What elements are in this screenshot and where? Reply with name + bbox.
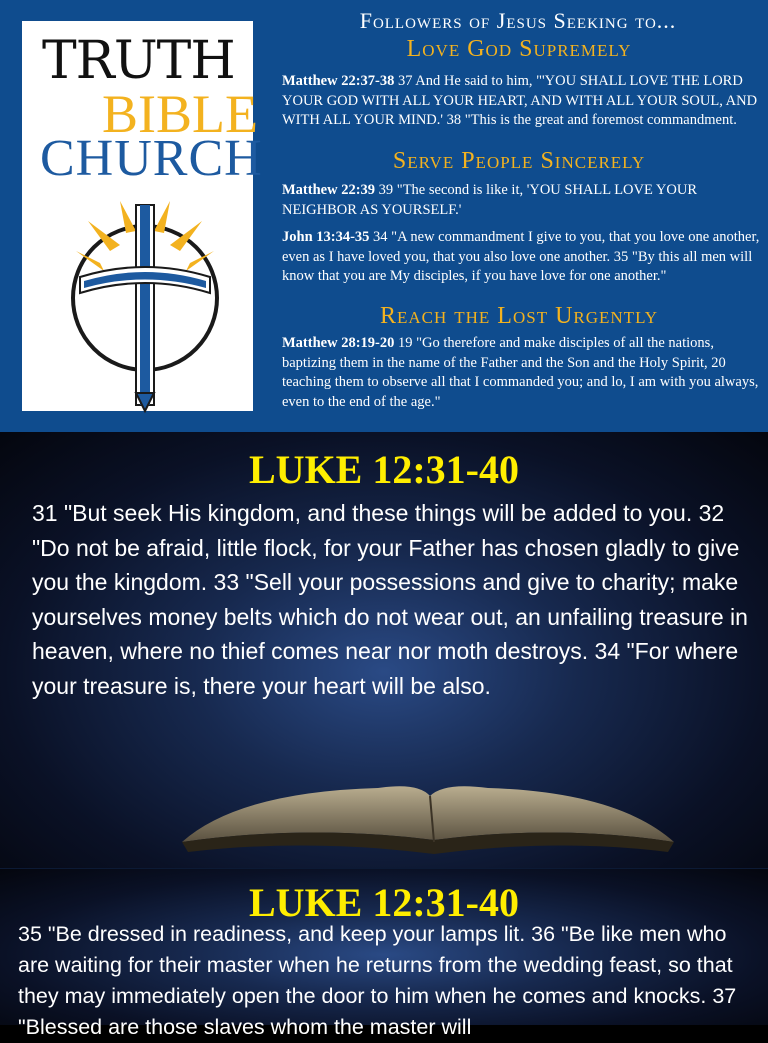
verse-matthew-28-19 [282,334,762,412]
verse-text: 19 "Go therefore and make disciples of all the nations, baptizing them in the name of the Father and the Son and the Holy Spirit, 20 teaching them to observe all that I commanded you; and lo, I am with you always, even to the end of the age." [282,335,759,410]
scripture-text: 31 "But seek His kingdom, and these things will be added to you. 32 "Do not be afraid, little flock, for your Father has chosen gladly to give you the kingdom. 33 "Sell your possessions and give to charity; make yourselves money belts which do not wear out, an unfailing treasure in heaven, where no thief comes near nor moth destroys. 34 "For where your treasure is, there your heart will be also. [32,500,748,699]
logo-church: CHURCH [40,130,263,187]
cross-emblem-icon [70,193,220,413]
panel-title: LUKE 12:31-40 [249,880,519,925]
verse-ref: Matthew 28:19-20 [282,335,395,351]
header-title: Followers of Jesus Seeking to... [359,8,677,33]
verse-ref: Matthew 22:37-38 [282,73,395,89]
scripture-panel-2 [0,868,768,1039]
verse-text: 37 And He said to him, "'YOU SHALL LOVE THE LORD YOUR GOD WITH ALL YOUR HEART, AND WITH ALL YOUR SOUL, AND WITH ALL YOUR MIND.' 38 "This is the great and foremost commandment. [282,73,758,128]
scripture-text: 35 "Be dressed in readiness, and keep your lamps lit. 36 "Be like men who are waiting for their master when he returns from the wedding feast, so that they may immediately open the door to him when he comes and knocks. 37 "Blessed are those slaves whom the master will [18,922,737,1039]
verse-john-13-34 [282,228,762,287]
verse-text: 34 "A new commandment I give to you, that you love one another, even as I have loved you, that you also love one another. 35 "By this all men will know that you are My disciples, if you have love for one another." [282,229,760,284]
verse-text: 39 "The second is like it, 'YOU SHALL LOVE YOUR NEIGHBOR AS YOURSELF.' [282,182,698,218]
logo-bible: BIBLE [102,84,258,144]
section-title-reach-lost: Reach the Lost Urgently [379,303,659,329]
scripture-panel-1 [0,432,768,868]
panel-title: LUKE 12:31-40 [249,447,519,492]
section-title-love-god: Love God Supremely [406,36,632,62]
verse-ref: Matthew 22:39 [282,182,376,198]
section-title-serve-people: Serve People Sincerely [392,148,646,174]
verse-ref: John 13:34-35 [282,229,370,245]
logo-truth: TRUTH [42,31,235,91]
open-bible-icon [178,762,678,862]
verse-matthew-22-37 [282,72,762,131]
church-logo [22,21,263,411]
verse-matthew-22-39 [282,181,762,220]
header-panel [0,0,768,432]
